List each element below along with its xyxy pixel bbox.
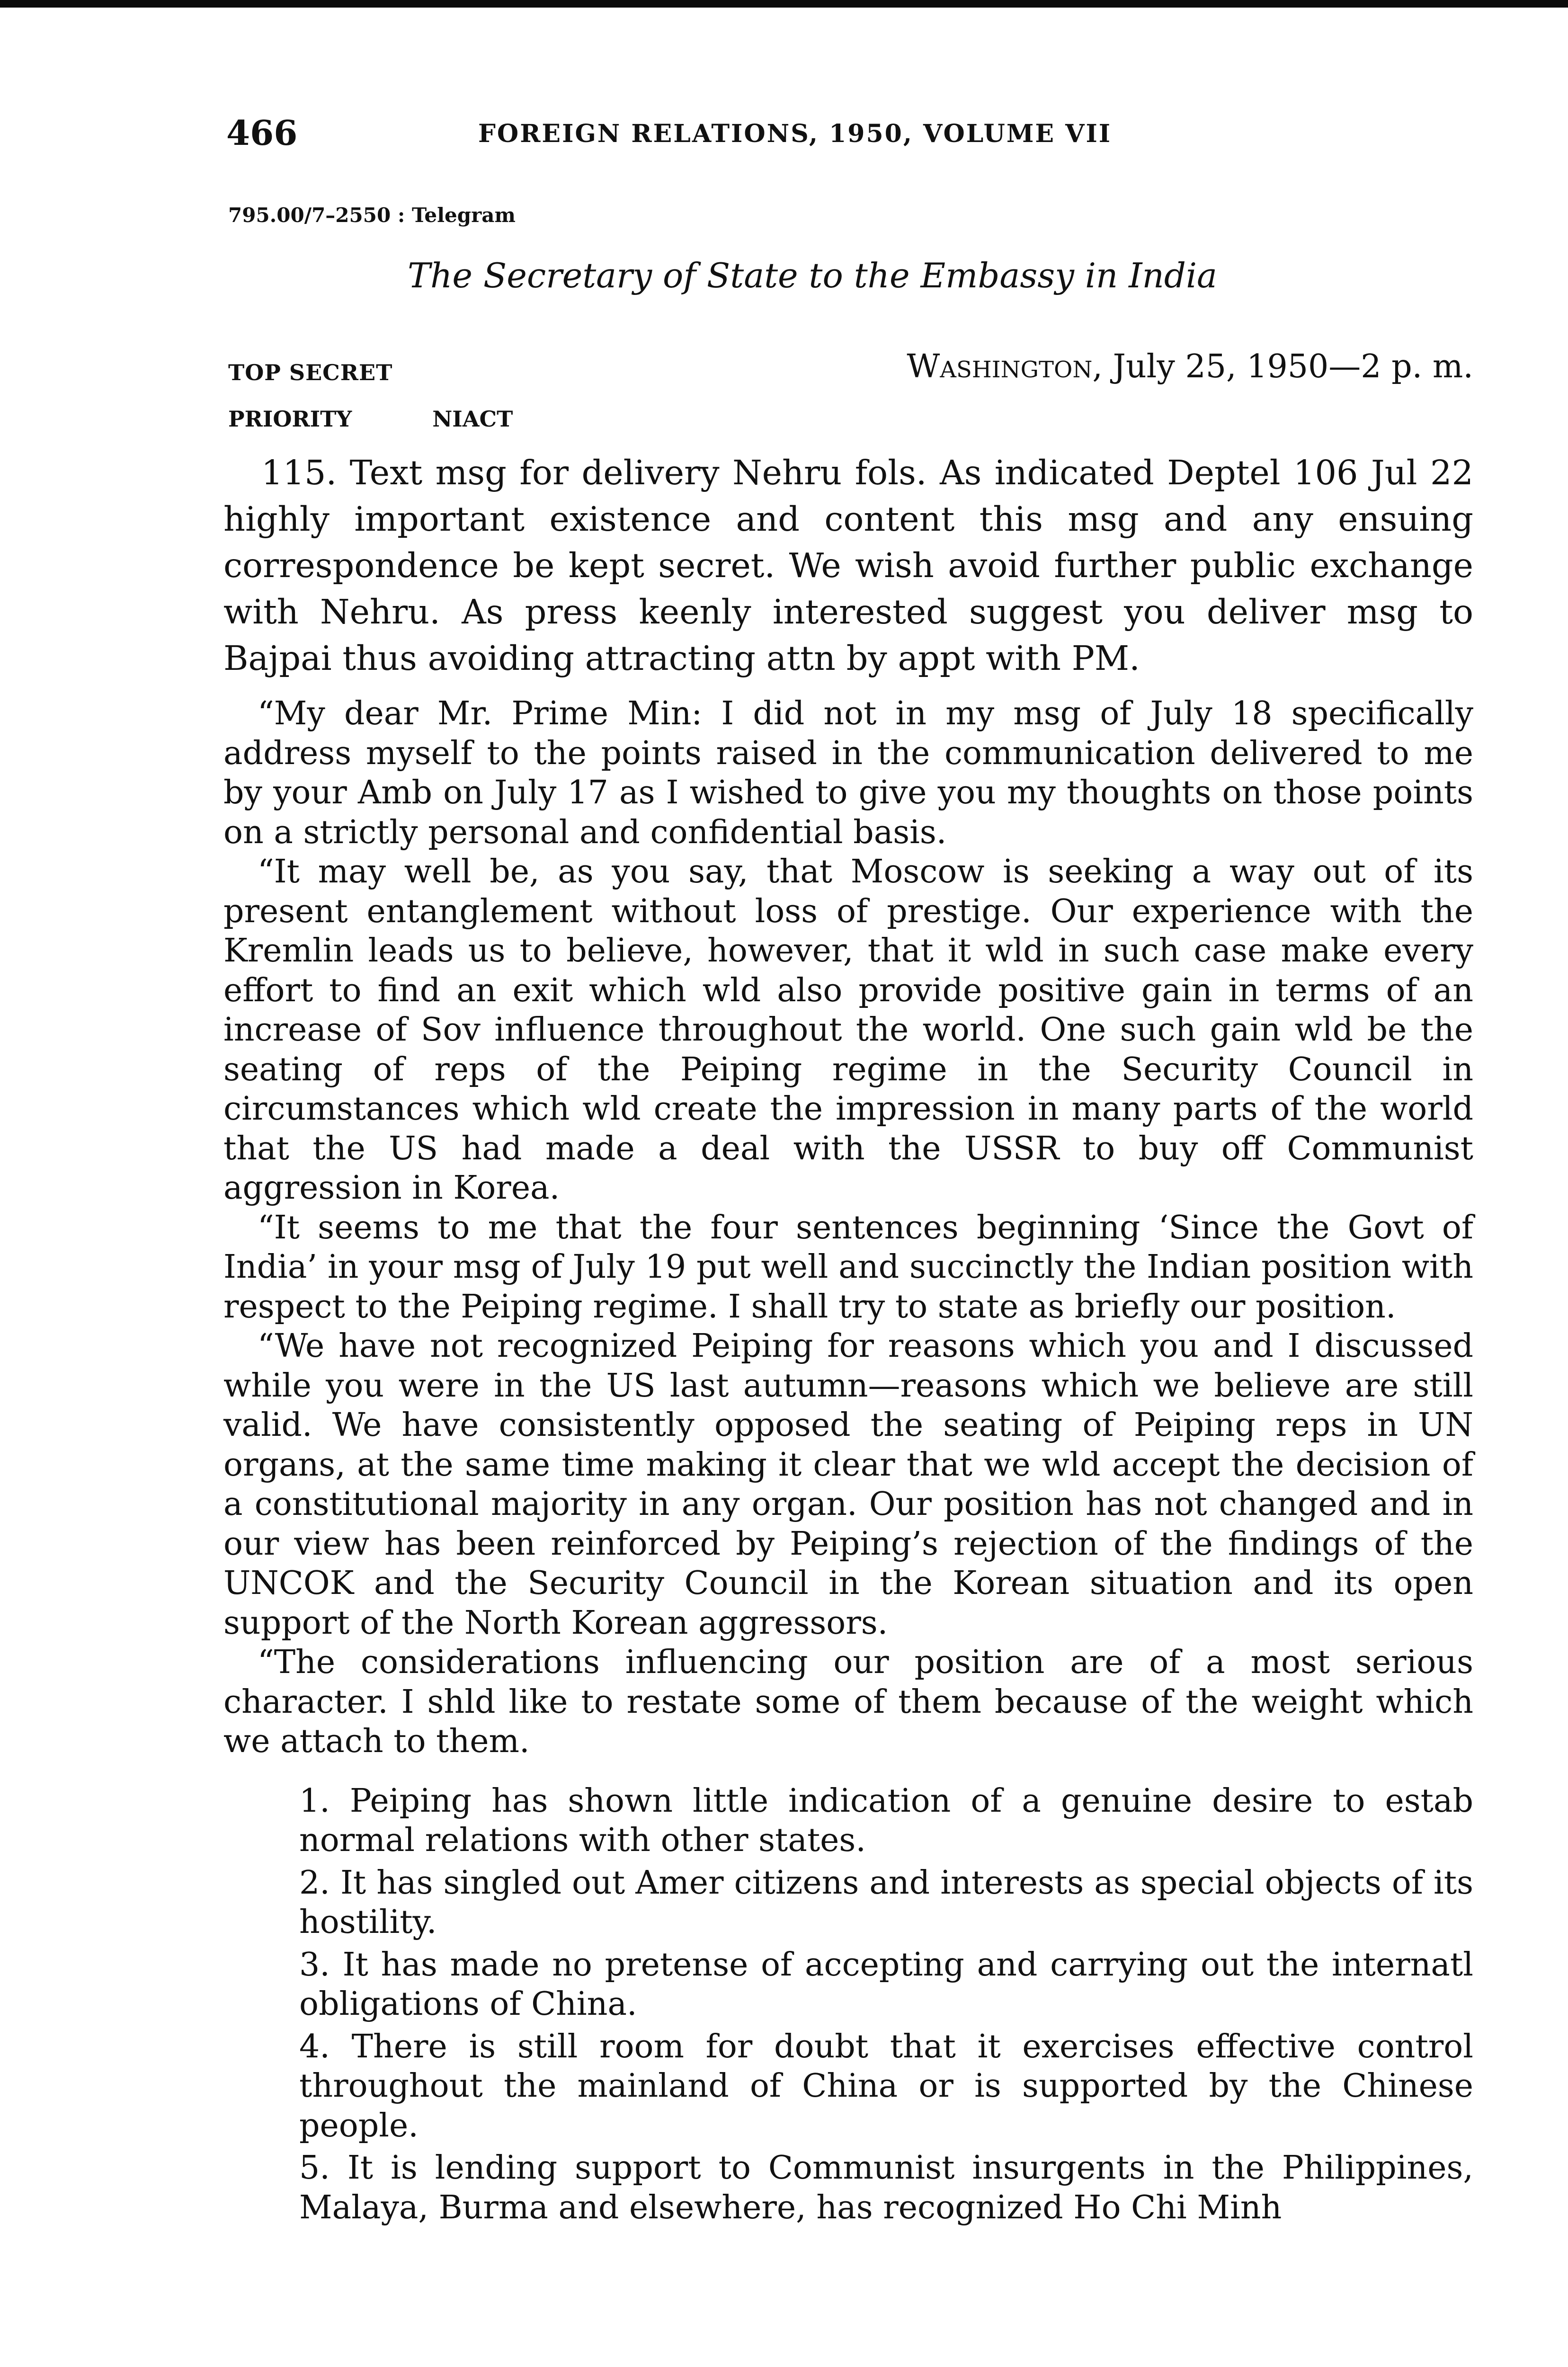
message-paragraph: “We have not recognized Peiping for reasons which you and I discussed while you were in the US last autumn—reasons which we believe are still valid. We have consistently opposed the seating of Peiping reps in UN organs, at the same time making it clear that we wld accept the decision of a constitutional majority in any organ. Our position has not changed and in our view has been reinforced by Peiping’s rejection of the findings of the UNCOK and the Security Council in the Korean situation and its open support of the North Korean aggressors. bbox=[223, 1327, 1473, 1642]
list-item: 2. It has singled out Amer citizens and interests as special objects of its hostility. bbox=[299, 1864, 1473, 1941]
classification-label: TOP SECRET bbox=[228, 360, 393, 385]
priority-label: PRIORITY bbox=[228, 406, 352, 432]
document-file-number: 795.00/7–2550 : Telegram bbox=[228, 204, 516, 227]
scan-edge bbox=[0, 0, 1568, 8]
considerations-list bbox=[223, 1781, 1473, 2228]
telegram-body bbox=[223, 450, 1473, 2230]
message-paragraph: “It may well be, as you say, that Moscow is seeking a way out of its present entanglement without loss of prestige. Our experience with the Kremlin leads us to believe, however, that it wld in such case make every effort to find an exit which wld also provide positive gain in terms of an increase of Sov influence throughout the world. One such gain wld be the seating of reps of the Peiping regime in the Security Council in circumstances which wld create the impression in many parts of the world that the US had made a deal with the USSR to buy off Communist aggression in Korea. bbox=[223, 853, 1473, 1207]
dateline-place: Washington bbox=[907, 348, 1093, 385]
dateline bbox=[907, 348, 1473, 385]
dateline-date: , July 25, 1950—2 p. m. bbox=[1092, 348, 1473, 385]
message-paragraph: “It seems to me that the four sentences beginning ‘Since the Govt of India’ in your msg of July 19 put well and succinctly the Indian position with respect to the Peiping regime. I shall try to state as briefly our position. bbox=[223, 1209, 1473, 1326]
message-quote bbox=[223, 694, 1473, 2227]
priority-line bbox=[228, 406, 513, 432]
list-item: 4. There is still room for doubt that it exercises effective control throughout the mainland of China or is supported by the Chinese people. bbox=[299, 2028, 1473, 2145]
page-number: 466 bbox=[226, 113, 298, 153]
list-item: 3. It has made no pretense of accepting and carrying out the internatl obligations of China. bbox=[299, 1946, 1473, 2023]
message-paragraph: “My dear Mr. Prime Min: I did not in my msg of July 18 specifically address myself to the points raised in the communication delivered to me by your Amb on July 17 as I wished to give you my thoughts on those points on a strictly personal and confidential basis. bbox=[223, 695, 1473, 851]
volume-title: FOREIGN RELATIONS, 1950, VOLUME VII bbox=[478, 119, 1112, 148]
list-item: 1. Peiping has shown little indication of a genuine desire to estab normal relations with other states. bbox=[299, 1782, 1473, 1859]
message-paragraph: “The considerations influencing our position are of a most serious character. I shld like to restate some of them because of the weight which we attach to them. bbox=[223, 1644, 1473, 1760]
niact-label: NIACT bbox=[432, 406, 513, 432]
document-title: The Secretary of State to the Embassy in India bbox=[408, 256, 1217, 295]
intro-paragraph: 115. Text msg for delivery Nehru fols. As indicated Deptel 106 Jul 22 highly important existence and content this msg and any ensuing correspondence be kept secret. We wish avoid further public exchange with Nehru. As press keenly interested suggest you deliver msg to Bajpai thus avoiding attracting attn by appt with PM. bbox=[223, 453, 1473, 678]
running-header bbox=[0, 113, 1568, 151]
list-item: 5. It is lending support to Communist insurgents in the Philippines, Malaya, Burma and elsewhere, has recognized Ho Chi Minh bbox=[299, 2149, 1473, 2226]
